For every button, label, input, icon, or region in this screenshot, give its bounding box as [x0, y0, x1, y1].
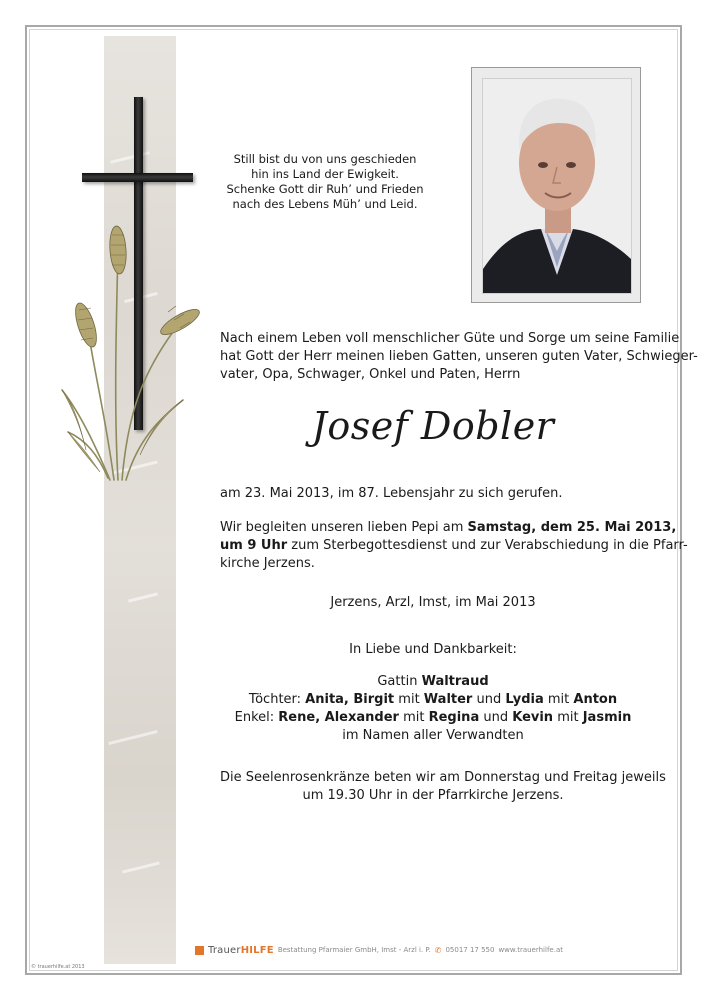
funeral-line: kirche Jerzens. [220, 556, 315, 571]
footer [195, 943, 563, 957]
logo-icon [195, 946, 204, 955]
poem-line: hin ins Land der Ewigkeit. [251, 167, 399, 181]
portrait-illustration [483, 79, 631, 293]
family-grandchildren: Enkel: Rene, Alexander mit Regina und Kevin mit Jasmin [234, 710, 632, 725]
rosary-notice [220, 769, 666, 805]
family-relatives: im Namen aller Verwandten [342, 728, 524, 743]
place-date: Jerzens, Arzl, Imst, im Mai 2013 [330, 595, 536, 610]
footer-website[interactable]: www.trauerhilfe.at [498, 946, 563, 954]
brand-logo: TrauerHILFE [208, 944, 274, 956]
portrait-photo [482, 78, 632, 294]
family-list [220, 673, 646, 745]
copyright: © trauerhilfe.at 2013 [31, 964, 85, 970]
footer-phone: 05017 17 550 [445, 946, 495, 954]
deceased-name: Josef Dobler [311, 404, 555, 448]
portrait-frame [471, 67, 641, 303]
phone-icon: ✆ [434, 945, 442, 955]
rosary-line: Die Seelenrosenkränze beten wir am Donnerstag und Freitag jeweils [220, 770, 666, 785]
cross-beam [82, 173, 193, 182]
wheat-ears-icon [48, 210, 208, 500]
funeral-line: Wir begleiten unseren lieben Pepi am Samstag, dem 25. Mai 2013, [220, 520, 677, 535]
death-notice: am 23. Mai 2013, im 87. Lebensjahr zu sich gerufen. [220, 486, 563, 501]
intro-line: hat Gott der Herr meinen lieben Gatten, unseren guten Vater, Schwieger- [220, 349, 698, 364]
footer-company: Bestattung Pfarmaier GmbH, Imst - Arzl i. P. [277, 946, 431, 954]
poem-line: nach des Lebens Müh’ und Leid. [232, 197, 418, 211]
poem [222, 152, 428, 212]
intro-line: vater, Opa, Schwager, Onkel und Paten, Herrn [220, 367, 521, 382]
funeral-line: um 9 Uhr zum Sterbegottesdienst und zur Verabschiedung in die Pfarr- [220, 538, 688, 553]
rosary-line: um 19.30 Uhr in der Pfarrkirche Jerzens. [302, 788, 564, 803]
intro-line: Nach einem Leben voll menschlicher Güte und Sorge um seine Familie [220, 331, 680, 346]
family-wife: Gattin Waltraud [377, 674, 489, 689]
love-line: In Liebe und Dankbarkeit: [349, 642, 517, 657]
intro-text [220, 330, 698, 384]
family-daughters: Töchter: Anita, Birgit mit Walter und Lydia mit Anton [248, 692, 618, 707]
poem-line: Still bist du von uns geschieden [233, 152, 417, 166]
poem-line: Schenke Gott dir Ruh’ und Frieden [226, 182, 424, 196]
funeral-details [220, 519, 688, 573]
